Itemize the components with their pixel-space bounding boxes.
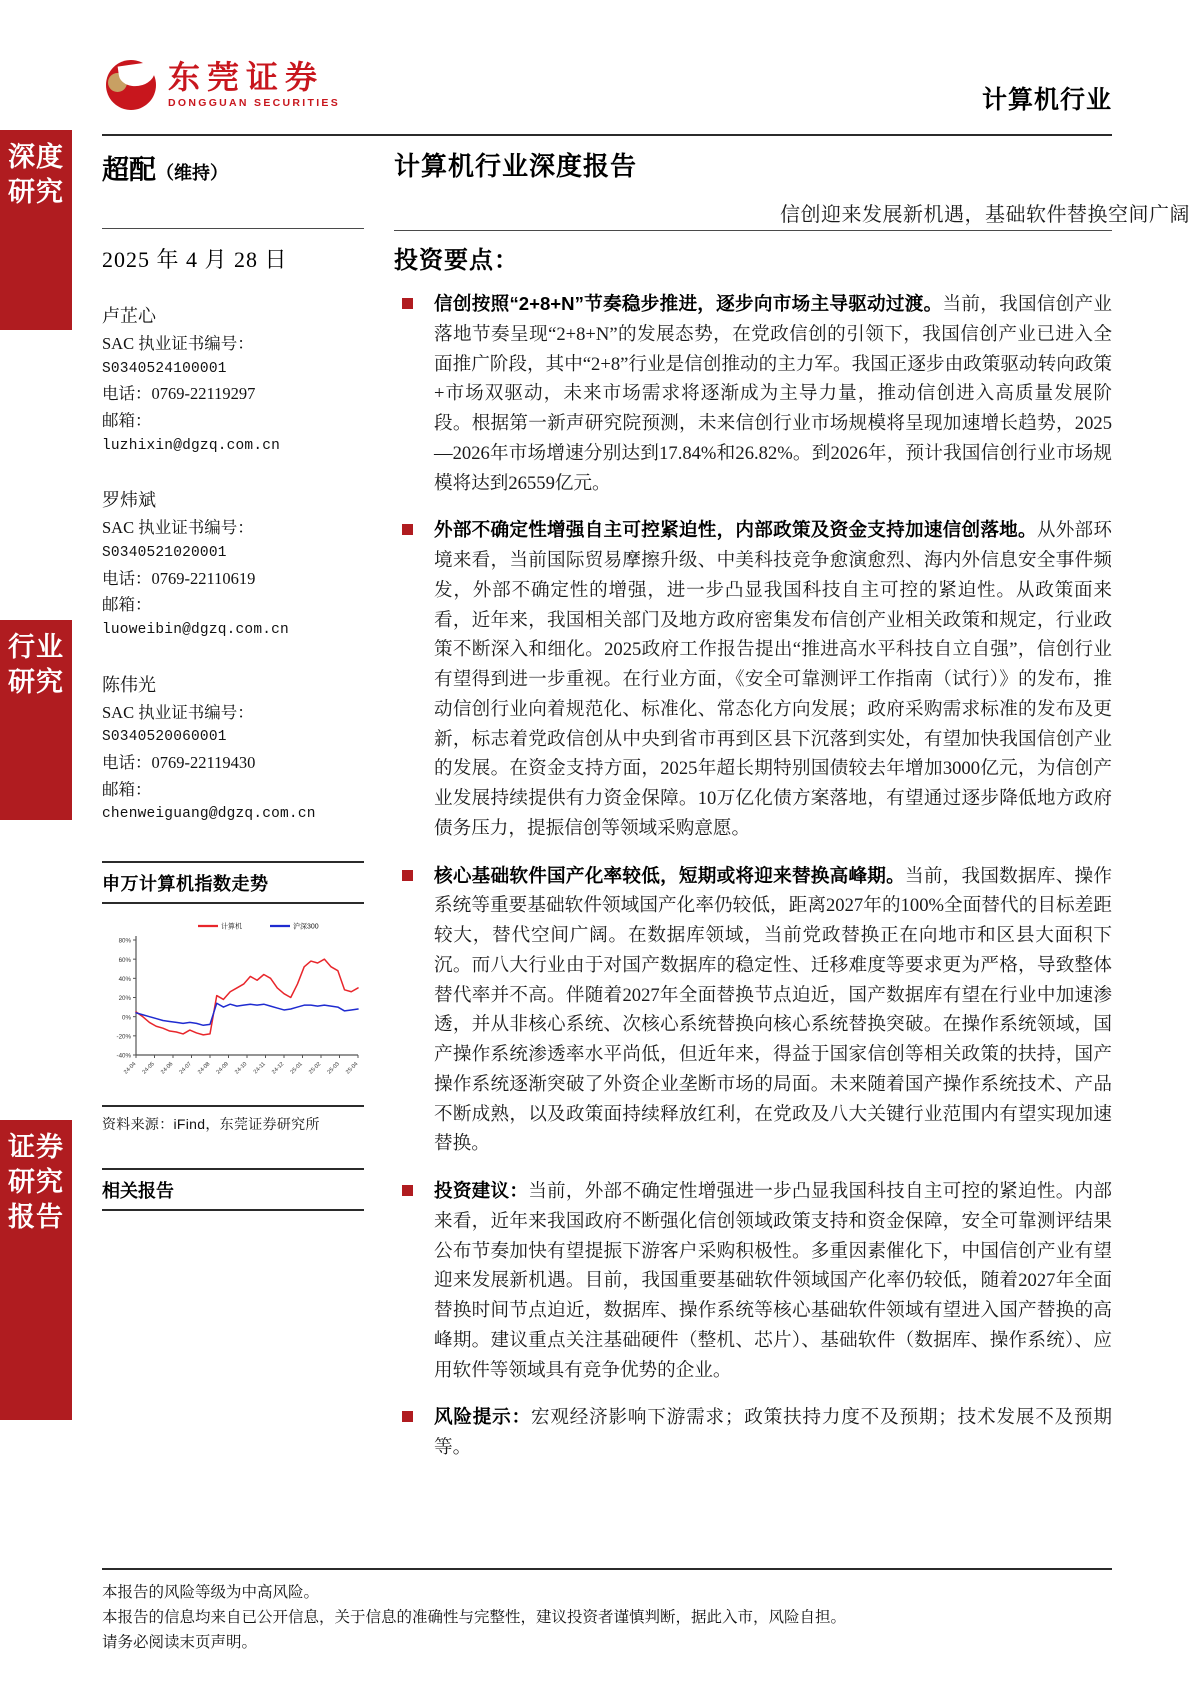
analyst-email-label: 邮箱：: [102, 779, 152, 799]
investment-points-heading: 投资要点：: [394, 247, 519, 274]
document-header: [102, 58, 1112, 138]
footer-line: 本报告的风险等级为中高风险。: [102, 1584, 320, 1601]
analyst-phone: 电话：0769-22119297: [102, 384, 256, 404]
bullet-risk: [394, 1402, 1112, 1463]
header-industry-label: 计算机行业: [981, 86, 1112, 114]
analyst-card: [102, 486, 364, 642]
analyst-email-label: 邮箱：: [102, 595, 152, 615]
analyst-sac-number: S0340520060001: [102, 729, 227, 746]
page-title: 计算机行业深度报告: [394, 151, 638, 181]
analyst-sac-number: S0340524100001: [102, 360, 227, 377]
page-subtitle: 信创迎来发展新机遇，基础软件替换空间广阔: [780, 204, 1190, 226]
svg-text:24-08: 24-08: [197, 1061, 212, 1076]
analyst-name: 卢芷心: [102, 306, 156, 326]
analyst-name: 陈伟光: [102, 674, 156, 695]
analyst-email-label: 邮箱：: [102, 411, 152, 431]
bullet-body: 当前，我国信创产业落地节奏呈现“2+8+N”的发展态势，在党政信创的引领下，我国信创产业已进入全面推广阶段，其中“2+8”行业是信创推动的主力军。我国正逐步由政策驱动转向政策+市场双驱动，未来市场需求将逐渐成为主导力量，推动信创进入高质量发展阶段。根据第一新声研究院预测，未来信创行业市场规模将呈现加速增长趋势，2025—2026年市场增速分别达到17.84%和26.82%。到2026年，预计我国信创行业市场规模将达到26559亿元。: [434, 294, 1112, 494]
index-trend-chart: [102, 914, 364, 1099]
logo-english-name: DONGGUAN SECURITIES: [168, 97, 341, 110]
svg-text:24-10: 24-10: [234, 1061, 249, 1076]
analyst-card: [102, 671, 364, 827]
bullet-core-software: [394, 861, 1112, 1160]
logo-chinese-name: 东莞证券: [168, 58, 325, 95]
svg-text:-40%: -40%: [116, 1052, 131, 1060]
analyst-phone: 电话：0769-22110619: [102, 568, 256, 588]
rating-block: [102, 148, 228, 187]
sidebar-band-deep-research-label: 深度研究: [8, 142, 64, 208]
bullet-external-internal: [394, 515, 1112, 843]
svg-text:25-04: 25-04: [345, 1061, 360, 1076]
bullet-body: 宏观经济影响下游需求；政策扶持力度不及预期；技术发展不及预期等。: [434, 1407, 1112, 1458]
analyst-sac-number: S0340521020001: [102, 545, 227, 562]
svg-text:0%: 0%: [122, 1014, 131, 1022]
svg-text:25-02: 25-02: [308, 1061, 323, 1076]
analyst-email[interactable]: chenweiguang@dgzq.com.cn: [102, 806, 316, 823]
svg-text:24-06: 24-06: [160, 1061, 175, 1076]
footer-line: 本报告的信息均来自已公开信息，关于信息的准确性与完整性，建议投资者谨慎判断，据此入市，风险自担。: [102, 1609, 847, 1627]
sidebar-band-industry-research: [0, 620, 72, 820]
bullet-lead: 信创按照“2+8+N”节奏稳步推进，逐步向市场主导驱动过渡。: [434, 293, 943, 314]
analyst-card: [102, 302, 364, 458]
left-sidebar: [0, 0, 72, 1698]
svg-text:计算机: 计算机: [221, 923, 242, 931]
index-chart-block: [102, 861, 364, 1134]
footer-divider: [102, 1568, 1112, 1570]
bullet-lead: 外部不确定性增强自主可控紧迫性，内部政策及资金支持加速信创落地。: [434, 519, 1037, 541]
footer-disclaimer: [102, 1580, 1112, 1655]
report-date: 2025 年 4 月 28 日: [102, 247, 288, 272]
analyst-phone: 电话：0769-22119430: [102, 752, 256, 772]
svg-text:25-03: 25-03: [326, 1061, 341, 1076]
svg-text:24-05: 24-05: [141, 1061, 156, 1076]
rating-status: （维持）: [156, 163, 228, 183]
bullet-marker-icon: [402, 1411, 413, 1422]
svg-text:25-01: 25-01: [289, 1061, 304, 1076]
svg-text:24-11: 24-11: [252, 1061, 267, 1076]
bullet-marker-icon: [402, 870, 413, 881]
header-divider: [102, 134, 1112, 136]
bullet-body: 从外部环境来看，当前国际贸易摩擦升级、中美科技竞争愈演愈烈、海内外信息安全事件频发，外部不确定性的增强，进一步凸显我国科技自主可控的紧迫性。从政策面来看，近年来，我国相关部门及地方政府密集发布信创产业相关政策和规定，行业政策不断深入和细化。2025政府工作报告提出“推进高水平科技自立自强”，信创行业有望得到进一步重视。在行业方面，《安全可靠测评工作指南（试行）》的发布，推动信创行业向着规范化、标准化、常态化方向发展；政府采购需求标准的发布及更新，标志着党政信创从中央到省市再到区县下沉落到实处，有望加快我国信创产业的发展。在资金支持方面，2025年超长期特别国债较去年增加3000亿元，为信创产业发展持续提供有力资金保障。10万亿化债方案落地，有望通过逐步降低地方政府债务压力，提振信创等领域采购意愿。: [434, 520, 1112, 839]
rating-label: 超配: [102, 155, 156, 185]
svg-text:24-04: 24-04: [123, 1061, 138, 1076]
bullet-marker-icon: [402, 298, 413, 309]
dongguan-securities-logo-icon: [102, 58, 160, 112]
left-column-divider: [102, 228, 364, 229]
svg-text:40%: 40%: [118, 975, 131, 983]
bullet-body: 当前，外部不确定性增强进一步凸显我国科技自主可控的紧迫性。内部来看，近年来我国政府不断强化信创领域政策支持和资金保障，安全可靠测评结果公布节奏加快有望提振下游客户采购积极性。多重因素催化下，中国信创产业有望迎来发展新机遇。目前，我国重要基础软件领域国产化率仍较低，随着2027年全面替换时间节点迫近，数据库、操作系统等核心基础软件领域有望进入国产替换的高峰期。建议重点关注基础硬件（整机、芯片）、基础软件（数据库、操作系统）、应用软件等领域具有竞争优势的企业。: [434, 1181, 1112, 1381]
bullet-body: 当前，我国数据库、操作系统等重要基础软件领域国产化率仍较低，距离2027年的100%全面替代的目标差距较大，替代空间广阔。在数据库领域，当前党政替换正在向地市和区县大面积下沉。而八大行业由于对国产数据库的稳定性、迁移难度等要求更为严格，导致整体替代率并不高。伴随着2027年全面替换节点迫近，国产数据库有望在行业中加速渗透，并从非核心系统、次核心系统替换向核心系统替换突破。在操作系统领域，国产操作系统渗透率水平尚低，但近年来，得益于国家信创等相关政策的扶持，国产操作系统逐渐突破了外资企业垄断市场的局面。未来随着国产操作系统技术、产品不断成熟，以及政策面持续释放红利，在党政及八大关键行业范围内有望实现加速替换。: [434, 865, 1112, 1155]
bullet-lead: 核心基础软件国产化率较低，短期或将迎来替换高峰期。: [434, 864, 905, 886]
svg-text:24-09: 24-09: [215, 1061, 230, 1076]
analyst-sac-label: SAC 执业证书编号：: [102, 518, 254, 538]
svg-text:60%: 60%: [118, 956, 131, 964]
sidebar-band-deep-research: [0, 130, 72, 330]
analyst-email[interactable]: luoweibin@dgzq.com.cn: [102, 622, 289, 639]
analyst-email[interactable]: luzhixin@dgzq.com.cn: [102, 437, 281, 454]
bullet-lead: 风险提示：: [434, 1406, 531, 1428]
sidebar-band-securities-research-report-label: 证券研究报告: [8, 1132, 64, 1233]
related-reports-block: [102, 1168, 364, 1211]
svg-text:24-07: 24-07: [178, 1061, 193, 1076]
chart-canvas: [102, 914, 364, 1099]
svg-text:24-12: 24-12: [271, 1061, 286, 1076]
chart-source-note: 资料来源：iFind，东莞证券研究所: [102, 1115, 320, 1132]
footer-line: 请务必阅读末页声明。: [102, 1634, 258, 1652]
chart-divider-mid: [102, 902, 364, 904]
title-divider: [394, 230, 1112, 231]
analyst-sac-label: SAC 执业证书编号：: [102, 334, 254, 354]
investment-points-column: [394, 240, 1112, 1480]
sidebar-band-securities-research-report: [0, 1120, 72, 1420]
svg-text:20%: 20%: [118, 994, 131, 1002]
related-reports-heading: 相关报告: [102, 1180, 174, 1201]
bullet-marker-icon: [402, 524, 413, 535]
left-info-column: [102, 228, 364, 1211]
svg-text:80%: 80%: [118, 937, 131, 945]
svg-text:-20%: -20%: [116, 1033, 131, 1041]
page-body: [72, 0, 1200, 1698]
chart-title: 申万计算机指数走势: [102, 873, 269, 894]
bullet-pace: [394, 289, 1112, 498]
sidebar-band-industry-research-label: 行业研究: [8, 632, 64, 698]
analyst-sac-label: SAC 执业证书编号：: [102, 702, 254, 722]
bullet-lead: 投资建议：: [434, 1180, 529, 1201]
related-divider-bottom: [102, 1209, 364, 1211]
bullet-investment-advice: [394, 1176, 1112, 1385]
company-logo: [102, 58, 340, 112]
bullet-marker-icon: [402, 1185, 413, 1196]
svg-text:沪深300: 沪深300: [293, 923, 319, 931]
analyst-name: 罗炜斌: [102, 490, 156, 511]
